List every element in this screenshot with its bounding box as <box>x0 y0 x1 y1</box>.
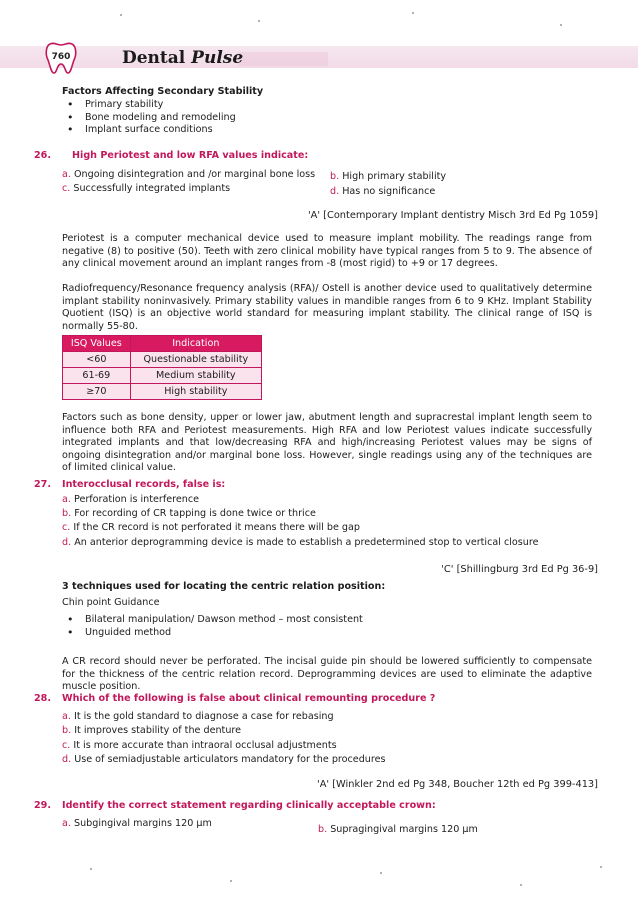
option-text: High primary stability <box>342 171 447 182</box>
option-text: For recording of CR tapping is done twice or thrice <box>74 508 316 519</box>
paragraph: Periotest is a computer mechanical device used to measure implant mobility. The readings range from negative (8) to positive (50). Teeth with zero clinical mobility have typical ranges from 5 to 9. The absence of any clinical movement around an implant ranges from -8 (most rigid) to +9 or 17 degrees. <box>62 233 592 270</box>
option-letter: a. <box>62 494 71 505</box>
paragraph: Radiofrequency/Resonance frequency analysis (RFA)/ Ostell is another device used to qualitatively determine implant stability noninvasively. Primary stability values in mandible ranges from 6 to 9 KHz. Implant Stability Quotient (ISQ) is an objective world standard for measuring implant stability. The clinical range of ISQ is normally 55-80. <box>62 283 592 332</box>
option-text: It is the gold standard to diagnose a case for rebasing <box>74 711 334 722</box>
option-d <box>330 186 435 199</box>
option-text: An anterior deprogramming device is made to establish a predetermined stop to vertical closure <box>74 537 539 548</box>
answer-reference: 'C' [Shillingburg 3rd Ed Pg 36-9] <box>441 564 598 575</box>
option-letter: d. <box>62 754 72 765</box>
list-item: • Implant surface conditions <box>62 124 236 137</box>
header-title <box>122 48 243 68</box>
option-letter: c. <box>62 522 71 533</box>
intro-heading: Factors Affecting Secondary Stability <box>62 86 264 97</box>
scan-speck <box>258 20 260 22</box>
table-cell: <60 <box>63 352 131 368</box>
question-text: Interocclusal records, false is: <box>62 479 226 490</box>
option-letter: c. <box>62 183 71 194</box>
scan-speck <box>230 880 232 882</box>
paragraph: A CR record should never be perforated. The incisal guide pin should be lowered sufficiently to compensate for the thickness of the centric relation record. Deprogramming devices are used to eliminate the adaptive muscle position. <box>62 656 592 693</box>
page-number: 760 <box>51 52 71 62</box>
question-text: Identify the correct statement regarding clinically acceptable crown: <box>62 800 436 811</box>
scan-speck <box>560 24 562 26</box>
header-title-main: Dental <box>122 48 186 68</box>
option-letter: d. <box>330 186 340 197</box>
option-letter: a. <box>62 711 71 722</box>
table-cell: Questionable stability <box>130 352 261 368</box>
option-b <box>318 824 478 837</box>
list-item: • Unguided method <box>62 627 363 640</box>
option-text: It improves stability of the denture <box>74 725 242 736</box>
isq-table <box>62 335 262 400</box>
scan-speck <box>380 872 382 874</box>
option-letter: c. <box>62 740 71 751</box>
option-text: Has no significance <box>342 186 436 197</box>
header-title-script: Pulse <box>191 48 244 68</box>
scan-speck <box>412 12 414 14</box>
option-text: Ongoing disintegration and /or marginal bone loss <box>74 169 316 180</box>
table-header-row <box>63 336 262 352</box>
table-cell: Medium stability <box>130 368 261 384</box>
scan-speck <box>90 868 92 870</box>
answer-reference: 'A' [Winkler 2nd ed Pg 348, Boucher 12th ed Pg 399-413] <box>317 779 598 790</box>
table-row <box>63 352 262 368</box>
table-header-cell: Indication <box>130 336 261 352</box>
option-b <box>62 508 316 521</box>
option-b <box>330 171 446 184</box>
option-b <box>62 725 241 738</box>
subheading: 3 techniques used for locating the centric relation position: <box>62 581 386 592</box>
header-watermark <box>238 52 328 66</box>
list-item: • Bone modeling and remodeling <box>62 112 236 125</box>
question-text: High Periotest and low RFA values indicate: <box>72 150 309 161</box>
option-letter: b. <box>62 725 72 736</box>
option-text: Use of semiadjustable articulators mandatory for the procedures <box>74 754 386 765</box>
option-letter: b. <box>318 824 328 835</box>
option-letter: b. <box>62 508 72 519</box>
option-letter: a. <box>62 169 71 180</box>
scan-speck <box>600 866 602 868</box>
option-d <box>62 754 386 767</box>
table-row <box>63 384 262 400</box>
table-header-cell: ISQ Values <box>63 336 131 352</box>
table-cell: ≥70 <box>63 384 131 400</box>
option-c <box>62 740 337 753</box>
table-cell: High stability <box>130 384 261 400</box>
question-number: 28. <box>34 693 51 704</box>
technique-bullets <box>62 614 363 639</box>
option-c <box>62 522 360 535</box>
option-a <box>62 818 212 831</box>
question-number: 27. <box>34 479 51 490</box>
plain-text: Chin point Guidance <box>62 597 160 608</box>
answer-reference: 'A' [Contemporary Implant dentistry Misch 3rd Ed Pg 1059] <box>307 210 598 221</box>
option-text: If the CR record is not perforated it means there will be gap <box>73 522 360 533</box>
list-item: • Bilateral manipulation/ Dawson method – most consistent <box>62 614 363 627</box>
option-a <box>62 494 199 507</box>
option-a <box>62 169 315 182</box>
table-row <box>63 368 262 384</box>
option-a <box>62 711 334 724</box>
table-cell: 61-69 <box>63 368 131 384</box>
option-letter: d. <box>62 537 72 548</box>
list-item: • Primary stability <box>62 99 236 112</box>
option-letter: b. <box>330 171 340 182</box>
intro-bullets <box>62 99 236 137</box>
option-c <box>62 183 230 196</box>
scan-speck <box>520 884 522 886</box>
question-number: 26. <box>34 150 51 161</box>
option-text: Supragingival margins 120 µm <box>330 824 478 835</box>
question-text: Which of the following is false about clinical remounting procedure ? <box>62 693 436 704</box>
option-d <box>62 537 539 550</box>
option-letter: a. <box>62 818 71 829</box>
option-text: Successfully integrated implants <box>73 183 231 194</box>
option-text: Subgingival margins 120 µm <box>74 818 212 829</box>
option-text: Perforation is interference <box>74 494 200 505</box>
scan-speck <box>120 14 122 16</box>
paragraph: Factors such as bone density, upper or lower jaw, abutment length and supracrestal implant length seem to influence both RFA and Periotest measurements. High RFA and low Periotest values indicate successfully integrated implants and that low/decreasing RFA and high/increasing Periotest values may be signs of ongoing disintegration and/or marginal bone loss. However, single readings using any of the techniques are of limited clinical value. <box>62 412 592 474</box>
option-text: It is more accurate than intraoral occlusal adjustments <box>73 740 337 751</box>
question-number: 29. <box>34 800 51 811</box>
